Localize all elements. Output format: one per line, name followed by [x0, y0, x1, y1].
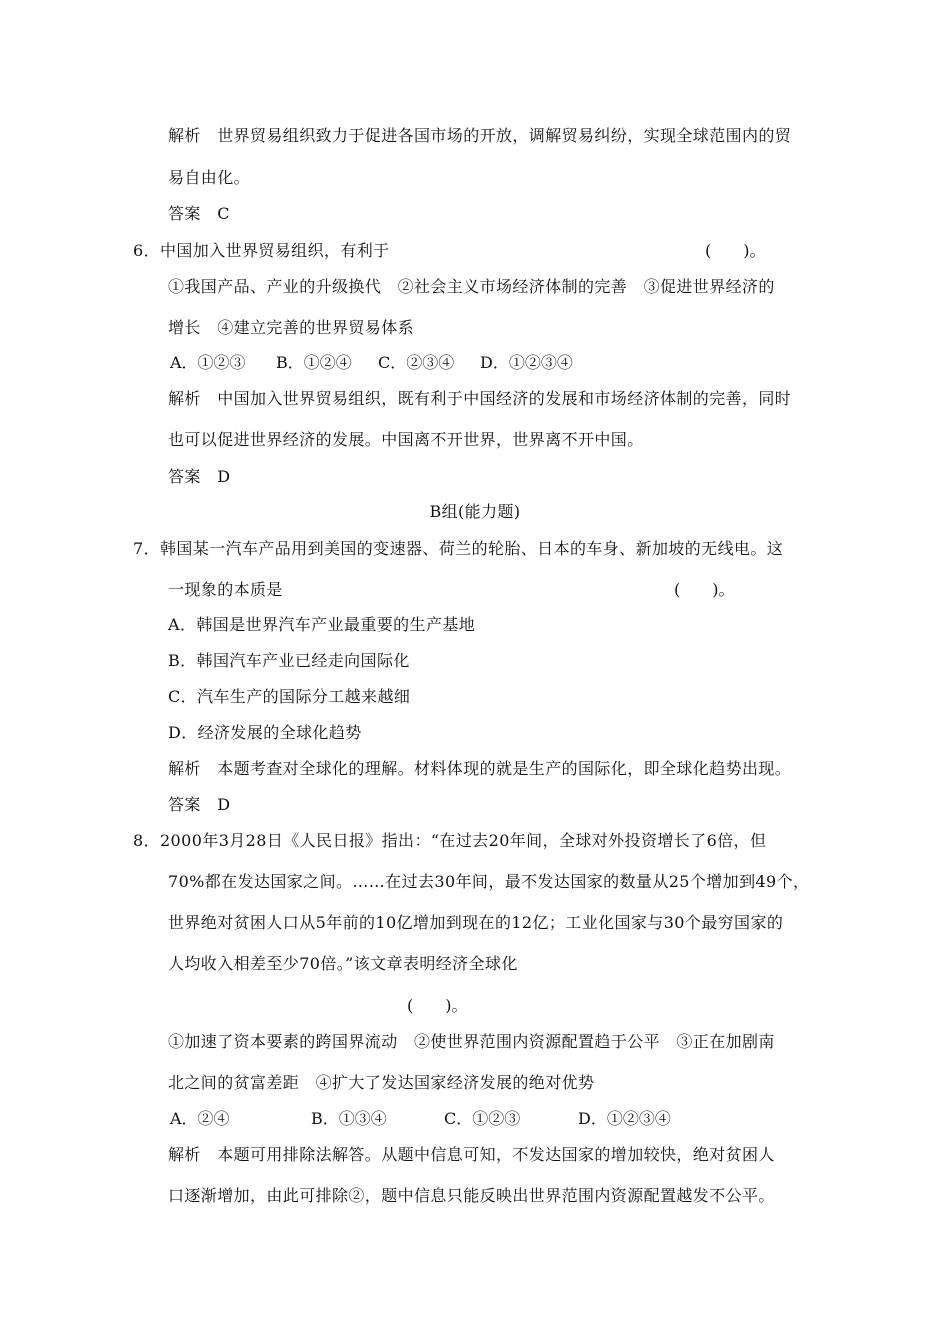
q6-option-b: B．①②④: [276, 353, 352, 372]
q8-option-d: D．①②③④: [578, 1109, 671, 1128]
q7-analysis: 解析 本题考查对全球化的理解。材料体现的就是生产的国际化，即全球化趋势出现。: [168, 759, 792, 778]
q8-option-a: A．②④: [170, 1109, 230, 1128]
section-title: B组(能力题): [429, 502, 521, 521]
q6-option-d: D．①②③④: [480, 353, 573, 372]
q6-answer: 答案 D: [168, 467, 231, 486]
q7-option-b: B．韩国汽车产业已经走向国际化: [168, 651, 410, 670]
q7-option-d: D．经济发展的全球化趋势: [168, 723, 362, 742]
q6-analysis-line-2: 也可以促进世界经济的发展。中国离不开世界，世界离不开中国。: [168, 430, 644, 449]
q6-option-c: C．②③④: [378, 353, 455, 372]
q8-item-line-1: ①加速了资本要素的跨国界流动 ②使世界范围内资源配置趋于公平 ③正在加剧南: [168, 1032, 775, 1051]
q7-answer-blank: ( )。: [674, 580, 735, 599]
q7-stem-line-1: 7．韩国某一汽车产品用到美国的变速器、荷兰的轮胎、日本的车身、新加坡的无线电。这: [133, 539, 784, 558]
q6-item-line-1: ①我国产品、产业的升级换代 ②社会主义市场经济体制的完善 ③促进世界经济的: [168, 277, 775, 296]
q8-stem-line-4: 人均收入相差至少70倍。”该文章表明经济全球化: [168, 954, 518, 973]
q7-stem-line-2: 一现象的本质是: [168, 580, 283, 599]
q5-answer: 答案 C: [168, 204, 230, 223]
q8-option-b: B．①③④: [311, 1109, 387, 1128]
q6-item-line-2: 增长 ④建立完善的世界贸易体系: [168, 318, 415, 337]
q6-option-a: A．①②③: [170, 353, 246, 372]
q8-stem-line-1: 8．2000年3月28日《人民日报》指出：“在过去20年间，全球对外投资增长了6倍，但: [133, 831, 767, 850]
q6-stem: 6．中国加入世界贸易组织，有利于: [133, 241, 390, 260]
q8-stem-line-3: 世界绝对贫困人口从5年前的10亿增加到现在的12亿；工业化国家与30个最穷国家的: [168, 913, 784, 932]
q5-analysis-line-1: 解析 世界贸易组织致力于促进各国市场的开放，调解贸易纠纷，实现全球范围内的贸: [168, 126, 792, 145]
q7-option-c: C．汽车生产的国际分工越来越细: [168, 687, 411, 706]
q6-answer-blank: ( )。: [705, 241, 766, 260]
q7-option-a: A．韩国是世界汽车产业最重要的生产基地: [168, 615, 476, 634]
q8-analysis-line-1: 解析 本题可用排除法解答。从题中信息可知，不发达国家的增加较快，绝对贫困人: [168, 1145, 775, 1164]
q5-analysis-line-2: 易自由化。: [168, 168, 251, 187]
q8-stem-line-2: 70%都在发达国家之间。……在过去30年间，最不发达国家的数量从25个增加到49个，: [168, 872, 810, 891]
q8-item-line-2: 北之间的贫富差距 ④扩大了发达国家经济发展的绝对优势: [168, 1073, 595, 1092]
q8-option-c: C．①②③: [444, 1109, 521, 1128]
q8-answer-blank: ( )。: [407, 996, 468, 1015]
q6-analysis-line-1: 解析 中国加入世界贸易组织，既有利于中国经济的发展和市场经济体制的完善，同时: [168, 389, 792, 408]
q7-answer: 答案 D: [168, 795, 231, 814]
q8-analysis-line-2: 口逐渐增加，由此可排除②，题中信息只能反映出世界范围内资源配置越发不公平。: [168, 1186, 775, 1205]
